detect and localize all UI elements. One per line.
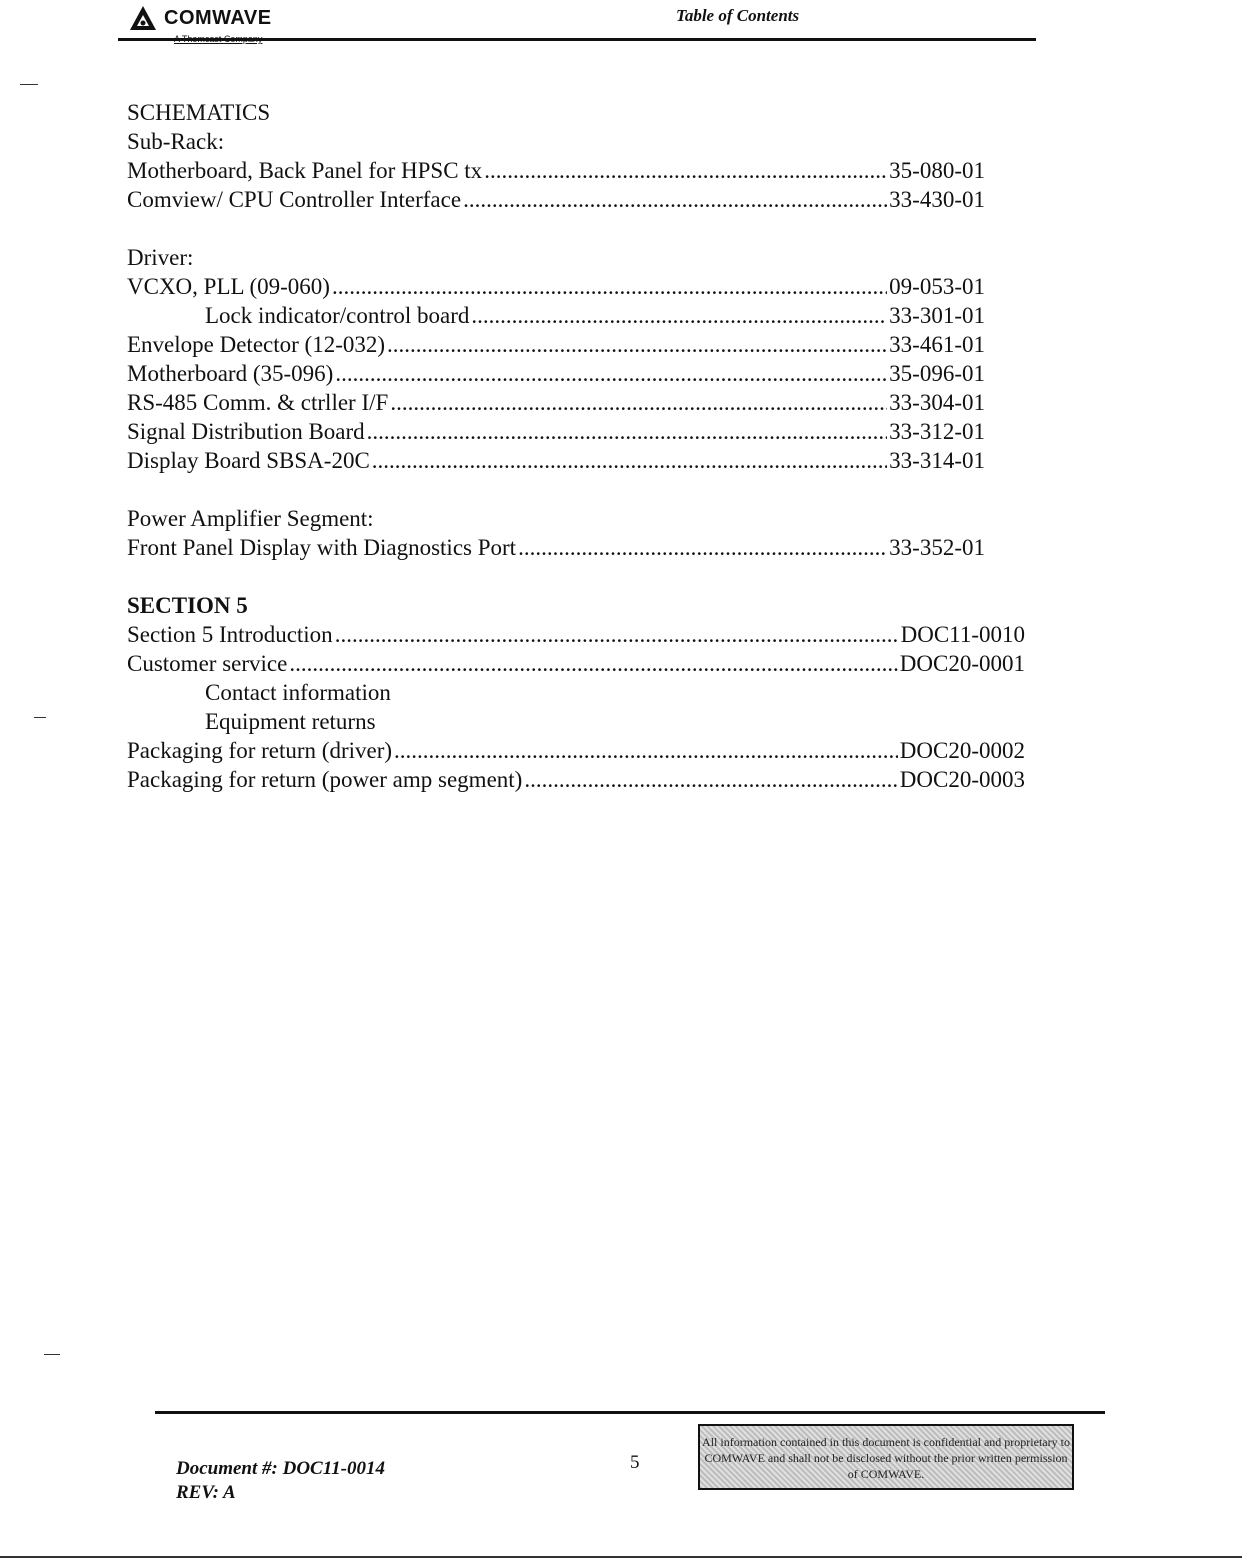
toc-leader (335, 359, 887, 388)
toc-entry-number: 35-080-01 (889, 158, 985, 183)
footer-divider (155, 1411, 1105, 1414)
driver-heading: Driver: (127, 245, 194, 270)
toc-entry-label: Packaging for return (power amp segment) (127, 767, 523, 792)
header-divider (118, 38, 1036, 41)
toc-leader (518, 533, 887, 562)
toc-entry-label: VCXO, PLL (09-060) (127, 274, 330, 299)
toc-entry-label: Customer service (127, 651, 288, 676)
toc-entry-label: RS-485 Comm. & ctrller I/F (127, 390, 389, 415)
page-title: Table of Contents (676, 6, 800, 25)
spacer (127, 214, 1027, 243)
toc-leader (332, 272, 887, 301)
toc-entry-number: DOC20-0003 (899, 767, 1025, 792)
toc-entry-number: 33-352-01 (889, 535, 985, 560)
section5-heading: SECTION 5 (127, 593, 248, 618)
page-number: 5 (630, 1452, 640, 1473)
toc-entry (127, 417, 985, 446)
toc-entry-label: Front Panel Display with Diagnostics Port (127, 535, 517, 560)
toc-content (127, 98, 1027, 794)
scan-edge-line (0, 1556, 1242, 1558)
toc-leader (335, 620, 899, 649)
toc-entry-label: Signal Distribution Board (127, 419, 365, 444)
toc-entry (127, 156, 985, 185)
toc-subitem: Contact information (205, 680, 391, 705)
toc-entry (127, 330, 985, 359)
subrack-heading: Sub-Rack: (127, 129, 225, 154)
toc-entry-number: 35-096-01 (889, 361, 985, 386)
scan-mark (34, 717, 46, 718)
toc-subitem: Equipment returns (205, 709, 376, 734)
toc-entry-label: Display Board SBSA-20C (127, 448, 370, 473)
toc-entry (127, 620, 1025, 649)
toc-leader (471, 301, 887, 330)
comwave-logo-icon (128, 4, 158, 32)
toc-entry (127, 446, 985, 475)
toc-leader (524, 765, 897, 794)
toc-entry-number: 33-304-01 (889, 390, 985, 415)
toc-entry-label: Motherboard, Back Panel for HPSC tx (127, 158, 483, 183)
toc-entry-label: Comview/ CPU Controller Interface (127, 187, 462, 212)
toc-entry (127, 649, 1025, 678)
toc-leader (367, 417, 888, 446)
document-number: Document #: DOC11-0014 (176, 1458, 385, 1479)
toc-leader (387, 330, 887, 359)
toc-leader (394, 736, 898, 765)
toc-entry-number: 33-461-01 (889, 332, 985, 357)
toc-leader (484, 156, 887, 185)
toc-leader (390, 388, 887, 417)
spacer (127, 475, 1027, 504)
toc-entry-label: Envelope Detector (12-032) (127, 332, 386, 357)
toc-entry (127, 272, 985, 301)
toc-entry-number: 33-430-01 (889, 187, 985, 212)
toc-entry (127, 301, 985, 330)
toc-entry-number: DOC20-0001 (899, 651, 1025, 676)
scan-mark (44, 1354, 60, 1355)
toc-entry-number: 33-301-01 (889, 303, 985, 328)
toc-entry (127, 533, 985, 562)
toc-entry-number: 33-312-01 (889, 419, 985, 444)
toc-leader (463, 185, 887, 214)
confidentiality-notice: All information contained in this document is confidential and proprietary to COMWAVE and shall not be disclosed without the prior written permission of COMWAVE. (698, 1424, 1074, 1490)
page-header (118, 0, 1036, 48)
toc-entry (127, 185, 985, 214)
toc-entry-label: Lock indicator/control board (205, 303, 470, 328)
revision: REV: A (176, 1482, 236, 1503)
toc-entry-number: DOC20-0002 (899, 738, 1025, 763)
toc-entry-number: DOC11-0010 (900, 622, 1025, 647)
toc-entry-label: Packaging for return (driver) (127, 738, 393, 763)
toc-entry-number: 09-053-01 (889, 274, 985, 299)
toc-entry-label: Motherboard (35-096) (127, 361, 334, 386)
toc-entry (127, 359, 985, 388)
scan-mark (20, 84, 38, 85)
toc-leader (289, 649, 897, 678)
toc-entry (127, 736, 1025, 765)
toc-entry (127, 765, 1025, 794)
schematics-heading: SCHEMATICS (127, 100, 271, 125)
spacer (127, 562, 1027, 591)
toc-leader (372, 446, 887, 475)
comwave-logo (128, 4, 272, 32)
power-amp-heading: Power Amplifier Segment: (127, 506, 374, 531)
toc-entry-number: 33-314-01 (889, 448, 985, 473)
logo-text: COMWAVE (164, 6, 272, 29)
toc-entry-label: Section 5 Introduction (127, 622, 333, 647)
toc-entry (127, 388, 985, 417)
